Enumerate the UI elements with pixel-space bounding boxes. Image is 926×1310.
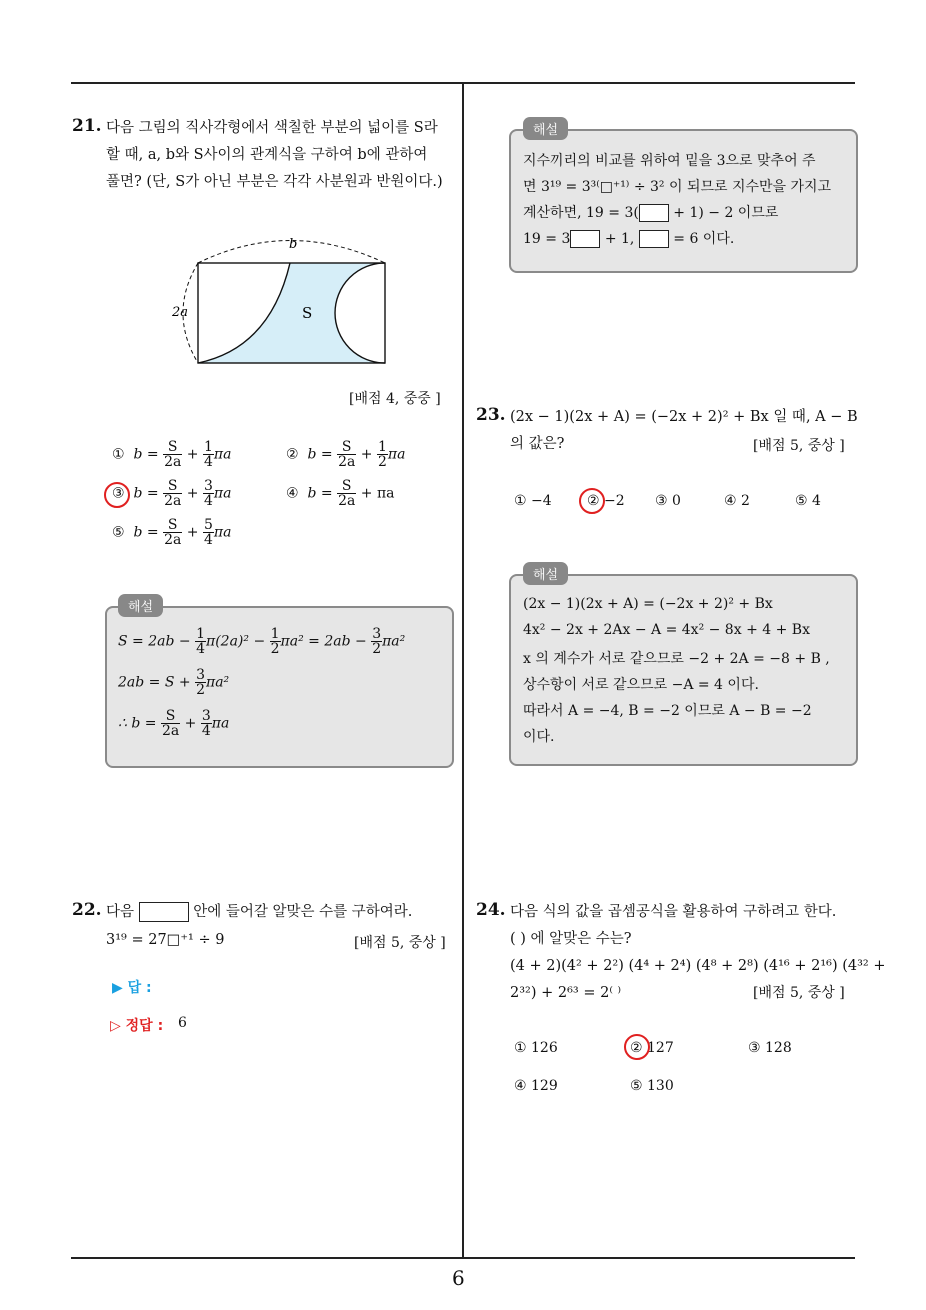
q24-answer-circle xyxy=(624,1034,650,1060)
q22-blank-box xyxy=(139,902,189,922)
q21-option-1[interactable]: ① b = $\frac{S}{2a}$ + $\frac{1}{4}$ πa xyxy=(112,439,232,470)
q23-solution-line-6: 이다. xyxy=(523,729,555,745)
q22-solution-tag: 해설 xyxy=(523,117,568,140)
q23-solution-line-3: x 의 계수가 서로 같으므로 −2 + 2A = −8 + B , xyxy=(523,651,830,667)
q22-solution-blank-3 xyxy=(639,230,669,248)
q21-label-S: S xyxy=(302,304,313,322)
q23-option-5[interactable]: ⑤ 4 xyxy=(795,493,821,509)
q24-text-1: 다음 식의 값을 곱셈공식을 활용하여 구하려고 한다. xyxy=(510,904,837,920)
q22-number: 22. xyxy=(72,900,102,920)
q24-text-2: ( ) 에 알맞은 수는? xyxy=(510,931,632,947)
q24-text-4: 2³²) + 2⁶³ = 2⁽ ⁾ xyxy=(510,985,622,1001)
q21-label-b: b xyxy=(289,237,298,252)
q21-solution-line-2: 2ab = S + $\frac{3}{2}$ πa² xyxy=(118,667,230,698)
q22-correct-label: ▷ 정답 : xyxy=(110,1018,164,1034)
q24-number: 24. xyxy=(476,900,506,920)
q23-solution-line-2: 4x² − 2x + 2Ax − A = 4x² − 8x + 4 + Bx xyxy=(523,622,810,638)
q23-option-3[interactable]: ③ 0 xyxy=(655,493,681,509)
q22-solution-line-3: 계산하면, 19 = 3( + 1) − 2 이므로 xyxy=(523,205,779,221)
q24-option-1[interactable]: ① 126 xyxy=(514,1040,558,1056)
q23-solution-tag: 해설 xyxy=(523,562,568,585)
q23-text-1: (2x − 1)(2x + A) = (−2x + 2)² + Bx 일 때, A − B xyxy=(510,409,858,425)
q22-answer-label: ▶ 답 : xyxy=(112,980,152,996)
q21-option-5[interactable]: ⑤ b = $\frac{S}{2a}$ + $\frac{5}{4}$ πa xyxy=(112,517,232,548)
q23-option-1[interactable]: ① −4 xyxy=(514,493,552,509)
q21-meta: [배점 4, 중중 ] xyxy=(349,391,441,407)
q22-solution-line-2: 면 3¹⁹ = 3³⁽□⁺¹⁾ ÷ 3² 이 되므로 지수만을 가지고 xyxy=(523,179,832,195)
q23-answer-circle xyxy=(579,488,605,514)
q24-option-5[interactable]: ⑤ 130 xyxy=(630,1078,674,1094)
q21-solution-line-3: ∴ b = $\frac{S}{2a}$ + $\frac{3}{4}$ πa xyxy=(118,708,230,739)
q21-text-1: 다음 그림의 직사각형에서 색칠한 부분의 넓이를 S라 xyxy=(106,120,438,136)
q23-option-4[interactable]: ④ 2 xyxy=(724,493,750,509)
q23-solution-line-1: (2x − 1)(2x + A) = (−2x + 2)² + Bx xyxy=(523,596,773,612)
q21-option-4[interactable]: ④ b = $\frac{S}{2a}$ + πa xyxy=(286,478,395,509)
q24-option-3[interactable]: ③ 128 xyxy=(748,1040,792,1056)
q21-solution-line-1: S = 2ab − $\frac{1}{4}$ π(2a)² − $\frac{1}{2}$ πa² = 2ab − $\frac{3}{2}$ πa² xyxy=(118,626,406,657)
q22-meta: [배점 5, 중상 ] xyxy=(354,935,446,951)
q21-option-3[interactable]: ③ b = $\frac{S}{2a}$ + $\frac{3}{4}$ πa xyxy=(112,478,232,509)
q21-solution-tag: 해설 xyxy=(118,594,163,617)
q24-option-4[interactable]: ④ 129 xyxy=(514,1078,558,1094)
q22-expression: 3¹⁹ = 27□⁺¹ ÷ 9 xyxy=(106,932,225,948)
q23-option-2[interactable]: ② −2 xyxy=(587,493,625,509)
q23-text-2: 의 값은? xyxy=(510,436,565,452)
q21-shaded-region xyxy=(198,263,385,363)
q24-text-3: (4 + 2)(4² + 2²) (4⁴ + 2⁴) (4⁸ + 2⁸) (4¹⁶ + 2¹⁶) (4³² + xyxy=(510,958,886,974)
q21-answer-circle xyxy=(104,482,130,508)
q22-text-1: 다음 안에 들어갈 알맞은 수를 구하여라. xyxy=(106,904,413,920)
q22-solution-line-1: 지수끼리의 비교를 위하여 밑을 3으로 맞추어 주 xyxy=(523,153,816,169)
q23-number: 23. xyxy=(476,405,506,425)
q24-option-2[interactable]: ② 127 xyxy=(630,1040,674,1056)
q21-number: 21. xyxy=(72,116,102,136)
q22-correct-value: 6 xyxy=(178,1015,187,1031)
q21-label-2a: 2a xyxy=(172,305,189,320)
column-divider xyxy=(462,82,464,1258)
q21-figure xyxy=(160,230,400,375)
q22-solution-line-4: 19 = 3 + 1, = 6 이다. xyxy=(523,231,735,247)
q23-meta: [배점 5, 중상 ] xyxy=(753,438,845,454)
q23-solution-line-5: 따라서 A = −4, B = −2 이므로 A − B = −2 xyxy=(523,703,812,719)
q22-solution-blank-2 xyxy=(570,230,600,248)
page-number: 6 xyxy=(452,1266,465,1290)
q21-text-2: 할 때, a, b와 S사이의 관계식을 구하여 b에 관하여 xyxy=(106,147,428,163)
bottom-rule xyxy=(71,1257,855,1259)
q21-option-2[interactable]: ② b = $\frac{S}{2a}$ + $\frac{1}{2}$ πa xyxy=(286,439,406,470)
q23-solution-line-4: 상수항이 서로 같으므로 −A = 4 이다. xyxy=(523,677,759,693)
q22-solution-blank-1 xyxy=(639,204,669,222)
q24-meta: [배점 5, 중상 ] xyxy=(753,985,845,1001)
q21-text-3: 풀면? (단, S가 아닌 부분은 각각 사분원과 반원이다.) xyxy=(106,174,443,190)
